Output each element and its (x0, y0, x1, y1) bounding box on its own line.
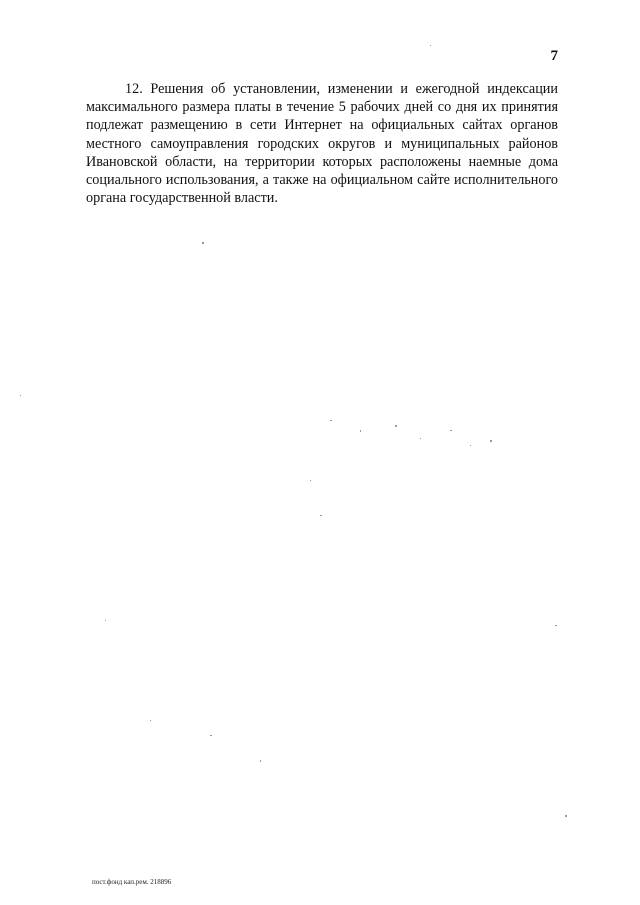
page-number: 7 (550, 48, 558, 64)
footer-note: пост.фонд кап.рем. 218896 (92, 878, 172, 886)
document-paragraph: 12. Решения об установлении, изменении и ежегодной индексации максимального размера платы в течение 5 рабочих дней со дня их принятия подлежат размещению в сети Интернет на официальных сайтах органов местного самоуправления городских округов и муниципальных районов Ивановской области, на территории которых расположены наемные дома социального использования, а также на официальном сайте исполнительного органа государственной власти. (86, 81, 558, 207)
